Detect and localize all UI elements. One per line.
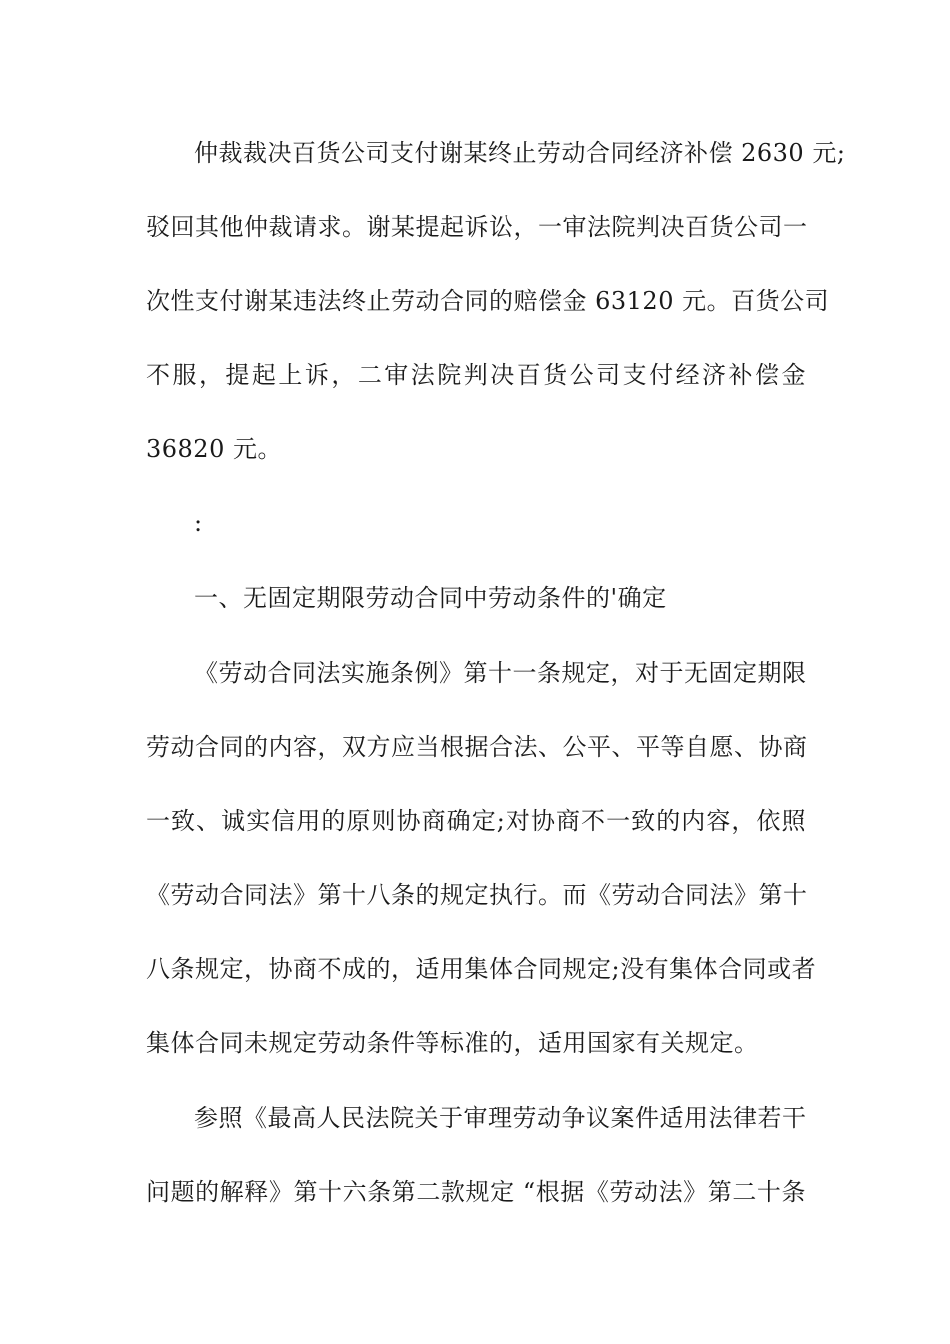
paragraph-line: 参照《最高人民法院关于审理劳动争议案件适用法律若干 <box>194 1104 807 1132</box>
paragraph-line: 一致、诚实信用的原则协商确定;对协商不一致的内容，依照 <box>146 807 806 835</box>
paragraph-line: 36820 元。 <box>146 435 282 463</box>
paragraph-line: 问题的解释》第十六条第二款规定 “根据《劳动法》第二十条 <box>146 1178 806 1206</box>
paragraph-line: 《劳动合同法》第十八条的规定执行。而《劳动合同法》第十 <box>146 881 808 909</box>
paragraph-line: 次性支付谢某违法终止劳动合同的赔偿金 63120 元。百货公司 <box>146 287 830 315</box>
paragraph-line: 劳动合同的内容，双方应当根据合法、公平、平等自愿、协商 <box>146 733 808 761</box>
paragraph-line: 八条规定，协商不成的，适用集体合同规定;没有集体合同或者 <box>146 955 817 983</box>
paragraph-line: 《劳动合同法实施条例》第十一条规定，对于无固定期限 <box>194 659 807 687</box>
paragraph-line: : <box>194 509 203 537</box>
section-heading: 一、无固定期限劳动合同中劳动条件的'确定 <box>194 584 667 612</box>
paragraph-line: 驳回其他仲裁请求。谢某提起诉讼，一审法院判决百货公司一 <box>146 213 808 241</box>
paragraph-line: 集体合同未规定劳动条件等标准的，适用国家有关规定。 <box>146 1029 759 1057</box>
paragraph-line: 不服，提起上诉，二审法院判决百货公司支付经济补偿金 <box>146 361 806 389</box>
paragraph-line: 仲裁裁决百货公司支付谢某终止劳动合同经济补偿 2630 元; <box>194 139 846 167</box>
